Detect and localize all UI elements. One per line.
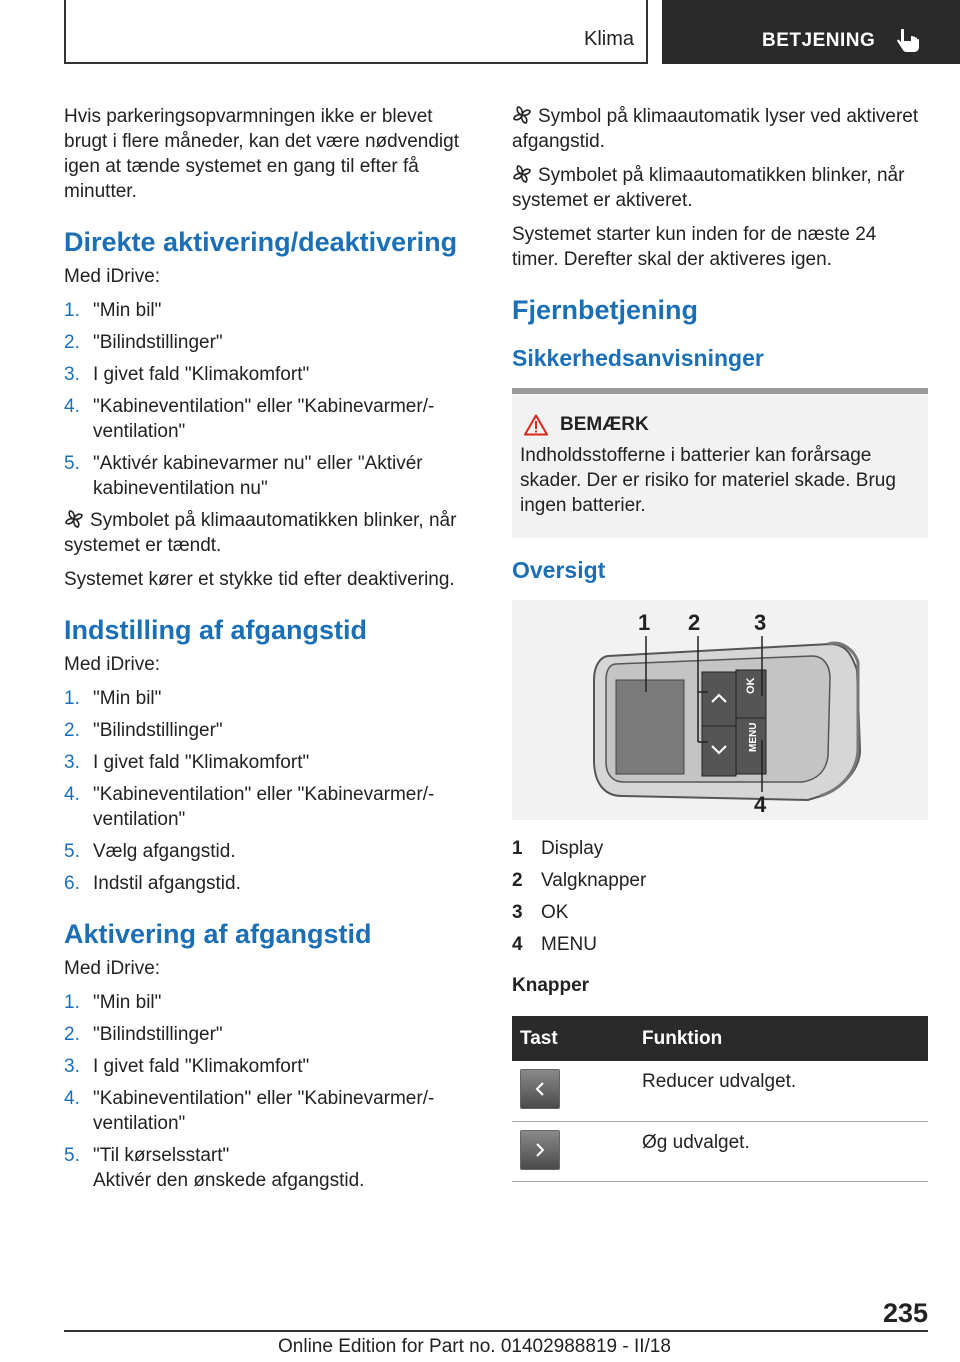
hand-pointer-icon xyxy=(896,28,922,54)
notice-box xyxy=(512,388,928,538)
heading-direct-activation: Direkte aktivering/deaktivering xyxy=(64,227,458,257)
header-section-box xyxy=(64,0,648,64)
list-item: 2. "Bilindstillinger" xyxy=(64,720,223,741)
header-chapter-box xyxy=(662,0,960,64)
chevron-right-icon xyxy=(520,1130,560,1170)
left-column xyxy=(64,104,464,1200)
remote-key-figure xyxy=(512,600,928,820)
table-row xyxy=(512,1121,928,1181)
chapter-title: BETJENING xyxy=(762,30,876,51)
intro-paragraph: Hvis parkeringsopvarmningen ikke er blevet brugt i flere måneder, kan det være nødvendigt igen at tænde systemet en gang til efter få minutter. xyxy=(64,106,460,202)
legend-item: 3 OK xyxy=(512,902,569,923)
symbol-blink-note: Symbolet på klimaautomatikken blinker, når systemet er tændt. xyxy=(64,510,457,556)
list-item: 4. "Kabineventilation" eller "Kabinevarmer/-ventilation" xyxy=(64,396,435,442)
steps-departure-activation xyxy=(64,990,464,1193)
table-row xyxy=(512,1061,928,1121)
section-title: Klima xyxy=(583,28,634,50)
figure-label-ok: OK xyxy=(745,677,757,694)
page-number: 235 xyxy=(882,1298,928,1328)
edition-footer: Online Edition for Part no. 01402988819 - II/18 xyxy=(278,1336,671,1357)
heading-safety: Sikkerhedsanvisninger xyxy=(512,345,764,371)
list-item: 1. "Min bil" xyxy=(64,688,162,709)
chevron-left-icon xyxy=(520,1069,560,1109)
notice-title: BEMÆRK xyxy=(520,412,920,437)
idrive-lead: Med iDrive: xyxy=(64,654,161,675)
function-text: Reducer udvalget. xyxy=(634,1061,928,1121)
list-item: 5. "Aktivér kabinevarmer nu" eller "Aktivér kabineventilation nu" xyxy=(64,453,423,499)
symbol-lit-note: Symbol på klimaautomatik lyser ved aktiveret afgangstid. xyxy=(512,106,919,152)
steps-direct-activation xyxy=(64,298,464,501)
heading-buttons: Knapper xyxy=(512,975,590,996)
buttons-table xyxy=(512,1016,928,1182)
right-column xyxy=(512,104,928,1182)
list-item: 5. Vælg afgangstid. xyxy=(64,841,236,862)
legend-item: 2 Valgknapper xyxy=(512,870,647,891)
heading-departure-activation: Aktivering af afgangstid xyxy=(64,919,372,949)
table-header-row xyxy=(512,1016,928,1061)
steps-departure-setting xyxy=(64,686,464,896)
legend-item: 1 Display xyxy=(512,838,604,859)
list-item: 2. "Bilindstillinger" xyxy=(64,1024,223,1045)
column-header-function: Funktion xyxy=(634,1016,928,1061)
figure-label-menu: MENU xyxy=(748,722,759,752)
list-item: 6. Indstil afgangstid. xyxy=(64,873,241,894)
callout-2: 2 xyxy=(688,610,701,635)
list-item: 1. "Min bil" xyxy=(64,992,162,1013)
list-item: 3. I givet fald "Klimakomfort" xyxy=(64,1056,310,1077)
list-item: 3. I givet fald "Klimakomfort" xyxy=(64,364,310,385)
callout-1: 1 xyxy=(638,610,651,635)
list-item: 4. "Kabineventilation" eller "Kabinevarmer/-ventilation" xyxy=(64,1088,435,1134)
heading-departure-setting: Indstilling af afgangstid xyxy=(64,615,367,645)
figure-legend xyxy=(512,836,928,957)
list-item: 1. "Min bil" xyxy=(64,300,162,321)
callout-3: 3 xyxy=(754,610,767,635)
list-item: 5. "Til kørselsstart" Aktivér den ønskede afgangstid. xyxy=(64,1145,365,1191)
fan-icon xyxy=(512,164,532,184)
function-text: Øg udvalget. xyxy=(634,1121,928,1181)
footer-divider xyxy=(64,1330,928,1332)
callout-4: 4 xyxy=(754,792,767,817)
heading-overview: Oversigt xyxy=(512,557,606,583)
idrive-lead: Med iDrive: xyxy=(64,958,161,979)
warning-triangle-icon xyxy=(524,414,548,436)
list-item: 3. I givet fald "Klimakomfort" xyxy=(64,752,310,773)
symbol-blink-note: Symbolet på klimaautomatikken blinker, når systemet er aktiveret. xyxy=(512,165,905,211)
idrive-lead: Med iDrive: xyxy=(64,266,161,287)
column-header-key: Tast xyxy=(512,1016,634,1061)
notice-text: Indholdsstofferne i batterier kan forårsage skader. Der er risiko for materiel skade. Brug ingen batterier. xyxy=(520,445,896,516)
legend-item: 4 MENU xyxy=(512,934,597,955)
heading-remote: Fjernbetjening xyxy=(512,295,699,325)
page-header xyxy=(0,0,960,66)
fan-icon xyxy=(64,509,84,529)
remote-key-illustration xyxy=(512,600,928,820)
time-window-note: Systemet starter kun inden for de næste 24 timer. Derefter skal der aktiveres igen. xyxy=(512,224,877,270)
fan-icon xyxy=(512,105,532,125)
list-item: 2. "Bilindstillinger" xyxy=(64,332,223,353)
runtime-note: Systemet kører et stykke tid efter deaktivering. xyxy=(64,569,455,590)
list-item: 4. "Kabineventilation" eller "Kabinevarmer/-ventilation" xyxy=(64,784,435,830)
